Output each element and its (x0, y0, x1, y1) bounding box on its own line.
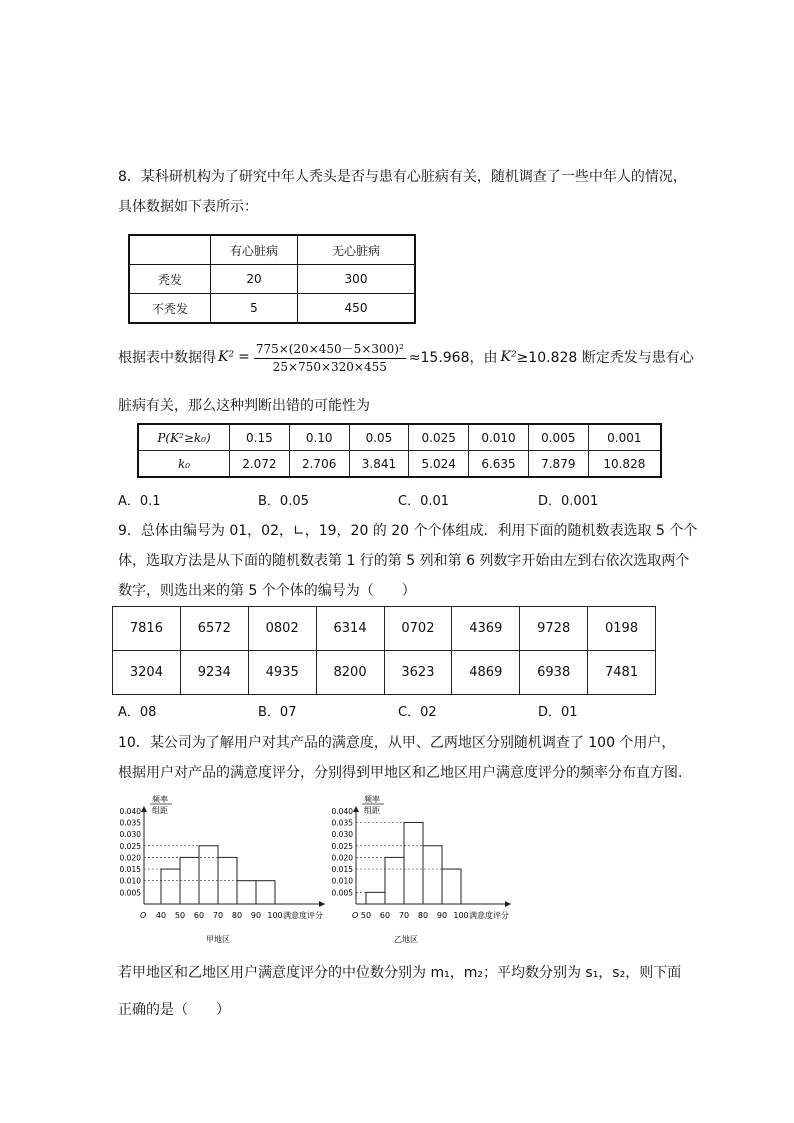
ptable-row-label: k₀ (138, 451, 230, 478)
x-tick-label: 100 (453, 911, 469, 920)
x-tick-label: 50 (360, 911, 372, 920)
ptable-cell: 0.05 (349, 424, 409, 451)
q8-option-d[interactable]: D．0.001 (538, 494, 599, 509)
x-axis-label: 满意度评分 (469, 911, 509, 920)
y-tick-label: 0.015 (331, 865, 353, 875)
random-cell: 6572 (180, 607, 248, 651)
table-cell: 450 (298, 294, 416, 324)
q8-option-c[interactable]: C．0.01 (398, 494, 450, 509)
random-cell: 6314 (316, 607, 384, 651)
q9-option-b[interactable]: B．07 (258, 705, 297, 720)
histogram-bar (199, 846, 218, 904)
ptable-cell: 0.005 (528, 424, 588, 451)
random-cell: 8200 (316, 651, 384, 695)
origin-label: O (140, 911, 147, 920)
table-cell: 秃发 (129, 265, 211, 294)
formula-numerator: 775×(20×450－5×300)² (254, 340, 406, 359)
random-cell: 7816 (113, 607, 181, 651)
random-cell: 6938 (520, 651, 588, 695)
ptable-cell: 2.072 (230, 451, 290, 478)
y-tick-label: 0.030 (119, 830, 141, 840)
random-cell: 9728 (520, 607, 588, 651)
y-tick-label: 0.010 (119, 876, 141, 886)
histogram-bar (423, 846, 442, 904)
q8-text-line1: 8．某科研机构为了研究中年人秃头是否与患有心脏病有关，随机调查了一些中年人的情况， (118, 169, 687, 185)
y-tick-label: 0.025 (331, 841, 353, 851)
x-tick-label: 90 (436, 911, 448, 920)
chart-title: 甲地区 (206, 935, 230, 944)
ptable-cell: 7.879 (528, 451, 588, 478)
ptable-cell: 0.001 (588, 424, 661, 451)
random-cell: 4935 (248, 651, 316, 695)
q8-critical-value-table (137, 423, 662, 478)
y-tick-label: 0.030 (331, 830, 353, 840)
random-cell: 0198 (588, 607, 656, 651)
ylabel-bottom: 组距 (364, 806, 380, 815)
ylabel-bottom: 组距 (152, 806, 168, 815)
table-header-cell: 无心脏病 (298, 235, 416, 265)
ptable-cell: 0.025 (409, 424, 469, 451)
table-cell: 不秃发 (129, 294, 211, 324)
ylabel-top: 频率 (152, 795, 168, 804)
formula-denominator: 25×750×320×455 (272, 360, 387, 374)
chart-title: 乙地区 (394, 935, 418, 944)
table-cell: 20 (211, 265, 298, 294)
random-cell: 0702 (384, 607, 452, 651)
random-cell: 9234 (180, 651, 248, 695)
origin-label: O (352, 911, 359, 920)
y-tick-label: 0.035 (119, 818, 141, 828)
q9-option-d[interactable]: D．01 (538, 705, 578, 720)
ptable-cell: 3.841 (349, 451, 409, 478)
x-axis-arrow (505, 901, 511, 907)
q8-option-a[interactable]: A．0.1 (118, 494, 161, 509)
x-tick-label: 100 (267, 911, 283, 920)
ptable-cell: 0.15 (230, 424, 290, 451)
y-tick-label: 0.015 (119, 865, 141, 875)
table-cell: 300 (298, 265, 416, 294)
ptable-row-label: P(K²≥k₀) (138, 424, 230, 451)
y-tick-label: 0.035 (331, 818, 353, 828)
ylabel-top: 频率 (364, 795, 380, 804)
table-header-cell: 有心脏病 (211, 235, 298, 265)
histogram-bar (256, 881, 275, 904)
formula-k2b: K² (500, 349, 517, 365)
y-tick-label: 0.005 (331, 888, 353, 898)
q8-text-line4: 脏病有关，那么这种判断出错的可能性为 (118, 398, 370, 414)
q10-text-line2: 根据用户对产品的满意度评分，分别得到甲地区和乙地区用户满意度评分的频率分布直方图. (118, 765, 683, 781)
x-axis-label: 满意度评分 (283, 911, 323, 920)
y-tick-label: 0.025 (119, 841, 141, 851)
y-tick-label: 0.005 (119, 888, 141, 898)
ptable-cell: 10.828 (588, 451, 661, 478)
histogram-bar (237, 881, 256, 904)
y-tick-label: 0.020 (331, 853, 353, 863)
histogram-bar (404, 822, 423, 904)
y-tick-label: 0.040 (119, 806, 141, 816)
q9-random-number-table (112, 606, 656, 695)
y-tick-label: 0.040 (331, 806, 353, 816)
y-axis-arrow (353, 806, 359, 812)
histogram-bar (385, 857, 404, 904)
x-tick-label: 70 (398, 911, 410, 920)
y-tick-label: 0.020 (119, 853, 141, 863)
q8-formula-line (118, 340, 694, 374)
formula-cond: ≥10.828 断定秃发与患有心 (516, 350, 694, 366)
table-header-cell (129, 235, 211, 265)
ptable-cell: 5.024 (409, 451, 469, 478)
random-cell: 0802 (248, 607, 316, 651)
q9-option-a[interactable]: A．08 (118, 705, 157, 720)
random-cell: 4369 (452, 607, 520, 651)
formula-k2: K² (218, 349, 235, 365)
q9-text-line1: 9．总体由编号为 01，02，∟，19，20 的 20 个个体组成．利用下面的随机数表选取 5 个个 (118, 523, 698, 539)
formula-fraction (254, 340, 406, 374)
ptable-cell: 0.010 (469, 424, 529, 451)
q8-option-b[interactable]: B．0.05 (258, 494, 309, 509)
q8-contingency-table (128, 234, 416, 324)
x-tick-label: 90 (250, 911, 262, 920)
q10-text-line1: 10．某公司为了解用户对其产品的满意度，从甲、乙两地区分别随机调查了 100 个用户， (118, 735, 676, 751)
y-axis-arrow (141, 806, 147, 812)
histogram-yi (318, 792, 528, 947)
formula-eq: = (238, 349, 250, 365)
ptable-cell: 6.635 (469, 451, 529, 478)
q8-text-line2: 具体数据如下表所示： (118, 199, 258, 215)
q10-text-line4: 正确的是（ ） (118, 1002, 230, 1018)
x-tick-label: 70 (212, 911, 224, 920)
ptable-cell: 2.706 (289, 451, 349, 478)
formula-prefix: 根据表中数据得 (118, 350, 216, 366)
histogram-bar (442, 869, 461, 904)
x-tick-label: 60 (379, 911, 391, 920)
x-tick-label: 80 (231, 911, 243, 920)
random-cell: 7481 (588, 651, 656, 695)
ptable-cell: 0.10 (289, 424, 349, 451)
table-cell: 5 (211, 294, 298, 324)
x-tick-label: 60 (193, 911, 205, 920)
random-cell: 3204 (113, 651, 181, 695)
q9-option-c[interactable]: C．02 (398, 705, 437, 720)
q10-text-line3: 若甲地区和乙地区用户满意度评分的中位数分别为 m₁，m₂；平均数分别为 s₁，s₂，则下面 (118, 965, 682, 981)
random-cell: 3623 (384, 651, 452, 695)
q9-text-line2: 体，选取方法是从下面的随机数表第 1 行的第 5 列和第 6 列数字开始由左到右依次选取两个 (118, 553, 690, 569)
y-tick-label: 0.010 (331, 876, 353, 886)
histogram-jia (108, 792, 328, 947)
formula-approx: ≈15.968，由 (408, 350, 498, 366)
histogram-bar (366, 892, 385, 904)
x-tick-label: 80 (417, 911, 429, 920)
histogram-bar (161, 869, 180, 904)
random-cell: 4869 (452, 651, 520, 695)
q9-text-line3: 数字，则选出来的第 5 个个体的编号为（ ） (118, 583, 416, 599)
x-tick-label: 40 (155, 911, 167, 920)
x-tick-label: 50 (174, 911, 186, 920)
